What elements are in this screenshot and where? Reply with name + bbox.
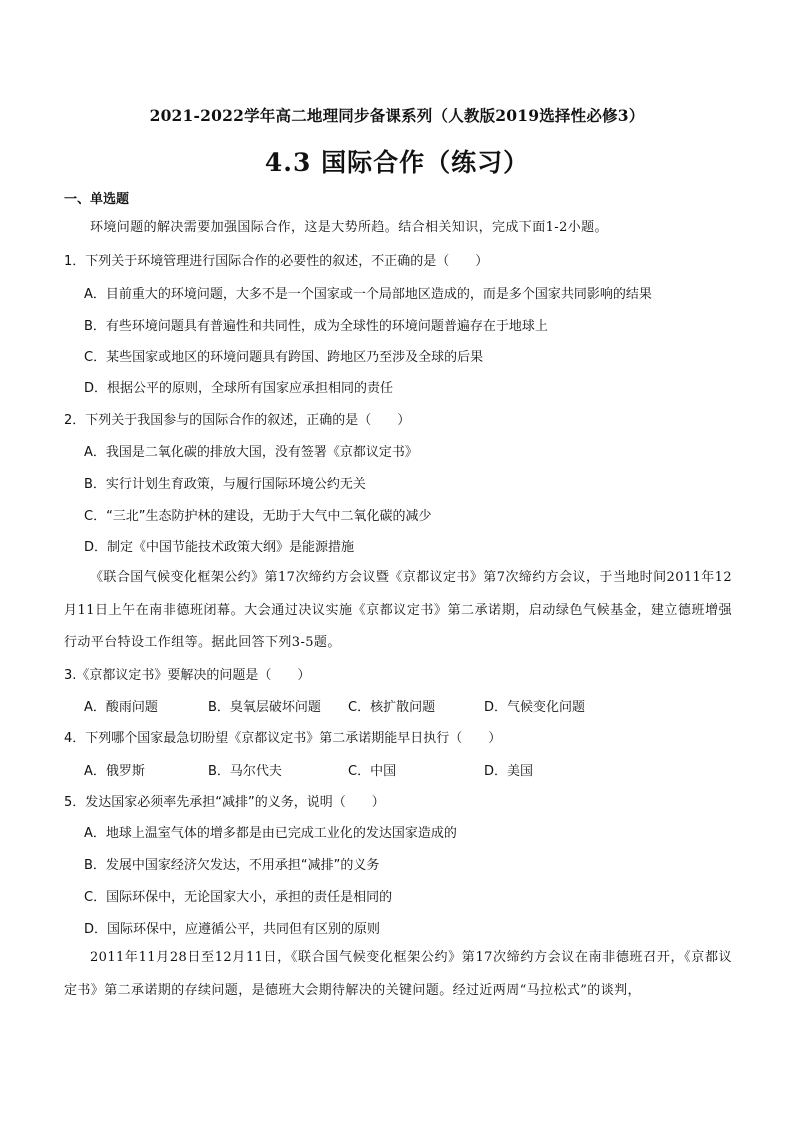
material-intro-continued: 2011年11月28日至12月11日，《联合国气候变化框架公约》第17次缔约方会议在南非德班召开，《京都议定书》第二承诺期的存续问题，是德班大会期待解决的关键问题。经过近两周“马拉松式”的谈判， [64, 950, 732, 998]
document-header: 2021-2022学年高二地理同步备课系列（人教版2019选择性必修3） [149, 106, 645, 125]
question-3-options [84, 696, 585, 715]
page-title: 4.3 国际合作（练习） [264, 148, 530, 177]
question-5-option-b: B．发展中国家经济欠发达，不用承担“减排”的义务 [84, 858, 380, 873]
material-intro-1-2: 环境问题的解决需要加强国际合作，这是大势所趋。结合相关知识，完成下面1-2小题。 [90, 220, 608, 235]
question-2-stem: 2．下列关于我国参与的国际合作的叙述，正确的是（ ） [64, 413, 411, 428]
question-3-option-d: D．气候变化问题 [484, 700, 586, 715]
question-1-option-d: D．根据公平的原则，全球所有国家应承担相同的责任 [84, 381, 394, 396]
question-1-option-a: A．目前重大的环境问题，大多不是一个国家或一个局部地区造成的，而是多个国家共同影响的结果 [84, 287, 652, 302]
question-5-option-d: D．国际环保中，应遵循公平，共同但有区别的原则 [84, 922, 381, 937]
question-4-stem: 4．下列哪个国家最急切盼望《京都议定书》第二承诺期能早日执行（ ） [64, 731, 502, 746]
question-4-option-d: D．美国 [484, 764, 534, 779]
question-5-option-c: C．国际环保中，无论国家大小，承担的责任是相同的 [84, 890, 393, 905]
question-2-option-b: B．实行计划生育政策，与履行国际环境公约无关 [84, 477, 366, 492]
question-1-stem: 1．下列关于环境管理进行国际合作的必要性的叙述，不正确的是（ ） [64, 254, 489, 269]
question-2-option-d: D．制定《中国节能技术政策大纲》是能源措施 [84, 540, 355, 555]
question-4-option-a: A．俄罗斯 [84, 764, 145, 779]
question-4-option-b: B．马尔代夫 [208, 764, 282, 779]
section-heading: 一、单选题 [64, 192, 130, 207]
question-2-option-a: A．我国是二氧化碳的排放大国，没有签署《京都议定书》 [84, 445, 418, 460]
question-2-option-c: C．“三北”生态防护林的建设，无助于大气中二氧化碳的减少 [84, 509, 432, 524]
material-intro-3-5: 《联合国气候变化框架公约》第17次缔约方会议暨《京都议定书》第7次缔约方会议，于当地时间2011年12月11日上午在南非德班闭幕。大会通过决议实施《京都议定书》第二承诺期，启动绿色气候基金，建立德班增强行动平台特设工作组等。据此回答下列3-5题。 [64, 570, 732, 650]
question-5-stem: 5．发达国家必须率先承担“减排”的义务，说明（ ） [64, 795, 385, 810]
question-3-option-a: A．酸雨问题 [84, 700, 158, 715]
question-1-option-b: B．有些环境问题具有普遍性和共同性，成为全球性的环境问题普遍存在于地球上 [84, 319, 548, 334]
question-4-options [84, 760, 533, 779]
question-1-option-c: C．某些国家或地区的环境问题具有跨国、跨地区乃至涉及全球的后果 [84, 350, 484, 365]
question-3-option-c: C．核扩散问题 [348, 700, 436, 715]
question-5-option-a: A．地球上温室气体的增多都是由已完成工业化的发达国家造成的 [84, 826, 457, 841]
question-3-stem: 3.《京都议定书》要解决的问题是（ ） [64, 668, 311, 683]
question-3-option-b: B．臭氧层破坏问题 [208, 700, 321, 715]
question-4-option-c: C．中国 [348, 764, 397, 779]
